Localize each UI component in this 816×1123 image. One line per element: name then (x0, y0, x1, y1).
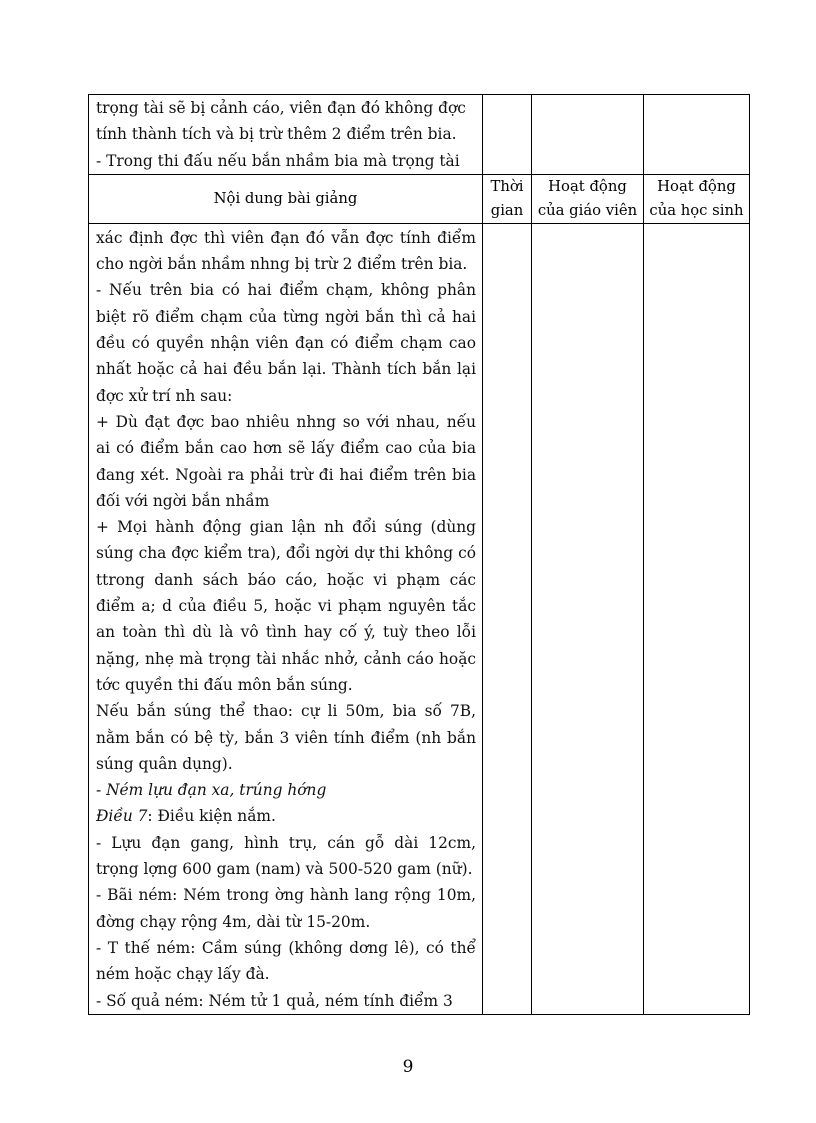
header-row (89, 174, 750, 223)
body-paragraph-11: - Số quả ném: Ném tử 1 quả, ném tính điểm 3 (96, 991, 453, 1010)
body-teacher-cell (532, 223, 644, 1014)
header-teacher-line-2: của giáo viên (537, 201, 638, 219)
header-teacher (532, 174, 644, 223)
header-student (644, 174, 750, 223)
body-paragraph-4: + Mọi hành động gian lận nh đổi súng (dùng súng cha đợc kiểm tra), đổi ngời dự thi không có ttrong danh sách báo cáo, hoặc vi phạm các điểm a; d của điều 5, hoặc vi phạm nguyên tắc an toàn thì dù là vô tình hay cố ý, tuỳ theo lỗi nặng, nhẹ mà trọng tài nhắc nhở, cảnh cáo hoặc tớc quyền thi đấu môn bắn súng. (96, 518, 476, 694)
body-content-cell (89, 223, 483, 1014)
continuation-teacher-cell (532, 95, 644, 175)
body-paragraph-1: xác định đợc thì viên đạn đó vẫn đợc tính điểm cho ngời bắn nhầm nhng bị trừ 2 điểm trên bia. (96, 228, 476, 274)
body-row (89, 223, 750, 1014)
body-article-7 (96, 803, 476, 829)
body-paragraph-5: Nếu bắn súng thể thao: cự li 50m, bia số 7B, nằm bắn có bệ tỳ, bắn 3 viên tính điểm (nh bắn súng quân dụng). (96, 702, 476, 773)
continuation-time-cell (483, 95, 532, 175)
continuation-student-cell (644, 95, 750, 175)
body-time-cell (483, 223, 532, 1014)
continuation-line-3: - Trong thi đấu nếu bắn nhầm bia mà trọng tài (96, 151, 460, 170)
header-student-line-2: của học sinh (649, 201, 744, 219)
body-student-cell (644, 223, 750, 1014)
header-time (483, 174, 532, 223)
body-paragraph-2: - Nếu trên bia có hai điểm chạm, không phân biệt rõ điểm chạm của từng ngời bắn thì cả hai đều có quyền nhận viên đạn có điểm chạm cao nhất hoặc cả hai đều bắn lại. Thành tích bắn lại đợc xử trí nh sau: (96, 281, 476, 405)
body-paragraph-10: - T thế ném: Cầm súng (không dơng lê), có thể ném hoặc chạy lấy đà. (96, 938, 476, 984)
continuation-row (89, 95, 750, 175)
body-heading-grenade: - Ném lựu đạn xa, trúng hớng (96, 781, 327, 800)
continuation-line-1: trọng tài sẽ bị cảnh cáo, viên đạn đó không đợc (96, 99, 466, 117)
header-time-line-2: gian (490, 201, 524, 219)
body-paragraph-3: + Dù đạt đợc bao nhiêu nhng so với nhau, nếu ai có điểm bắn cao hơn sẽ lấy điểm cao của bia đang xét. Ngoài ra phải trừ đi hai điểm trên bia đối với ngời bắn nhầm (96, 412, 476, 510)
article-7-text: : Điều kiện nắm. (147, 807, 276, 826)
continuation-line-2: tính thành tích và bị trừ thêm 2 điểm trên bia. (96, 125, 457, 144)
body-paragraph-8: - Lựu đạn gang, hình trụ, cán gỗ dài 12cm, trọng lợng 600 gam (nam) và 500-520 gam (nữ). (96, 833, 476, 879)
lesson-table (88, 94, 750, 1015)
header-time-line-1: Thời (490, 177, 524, 195)
header-teacher-line-1: Hoạt động (548, 177, 627, 195)
header-content (89, 174, 483, 223)
page-number: 9 (402, 1057, 414, 1077)
header-student-line-1: Hoạt động (657, 177, 736, 195)
article-7-label: Điều 7 (96, 807, 148, 826)
header-content-label: Nội dung bài giảng (213, 189, 358, 207)
continuation-content-cell (89, 95, 483, 175)
body-paragraph-9: - Bãi ném: Ném trong ờng hành lang rộng 10m, đờng chạy rộng 4m, dài từ 15-20m. (96, 886, 476, 931)
